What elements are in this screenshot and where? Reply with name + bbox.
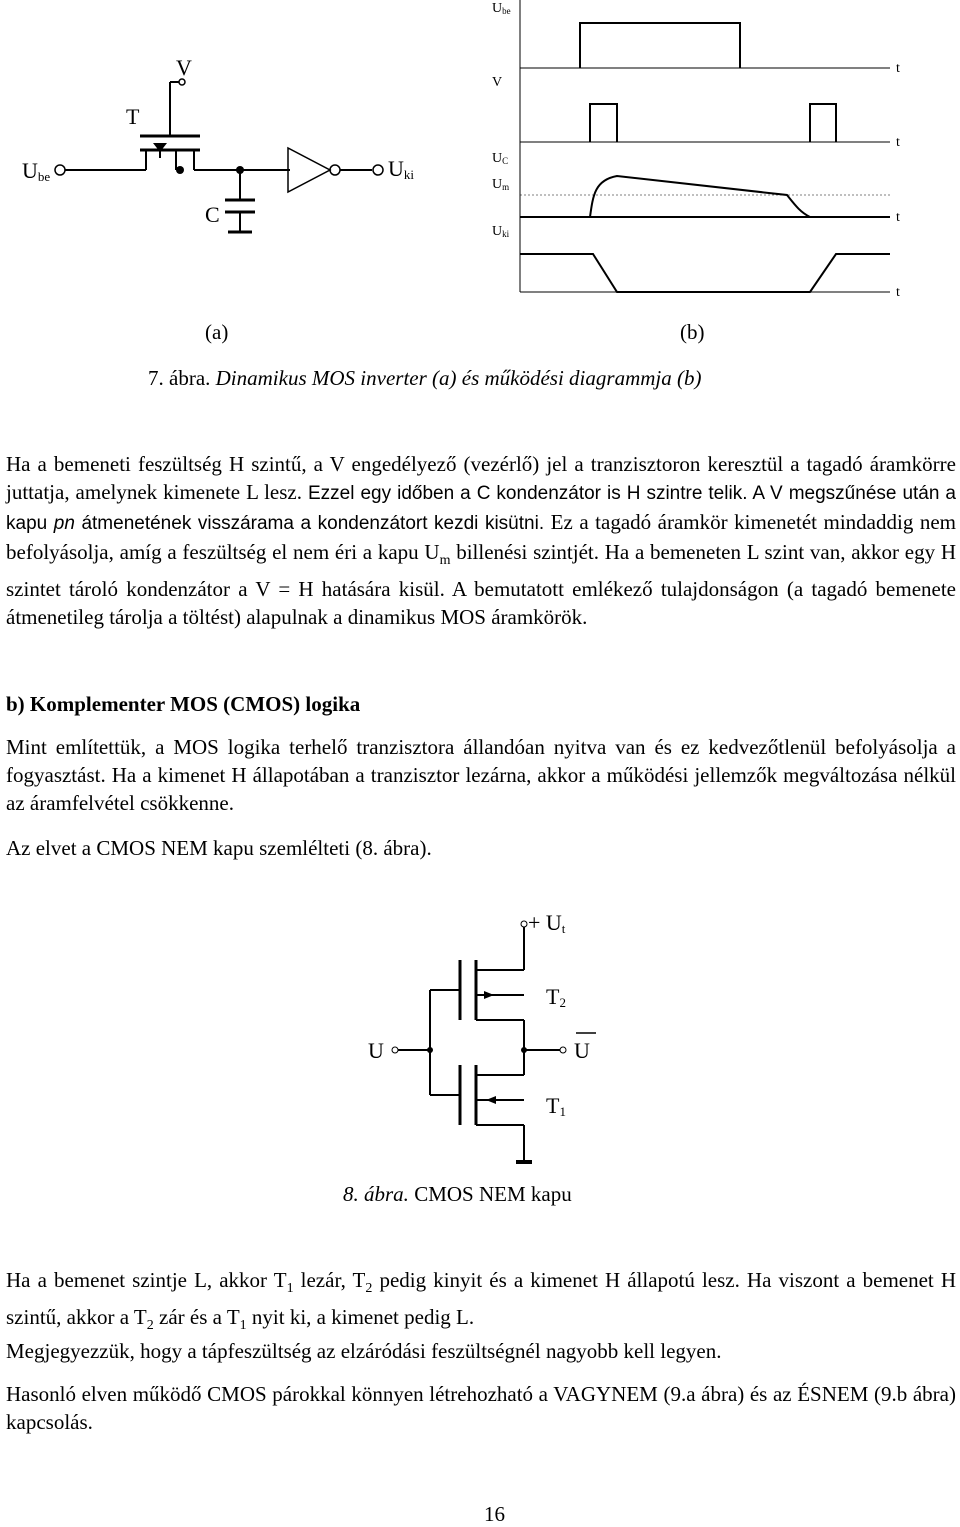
time-axis-label-4: t [896, 285, 900, 300]
timing-label-v: V [492, 75, 503, 90]
figure-8-cmos-not-gate [0, 900, 960, 1230]
label-v: V [176, 55, 192, 80]
paragraph-dynamic-mos: Ha a bemeneti feszültség H szintű, a V engedélyező (vezérlő) jel a tranzisztoron keresztül a tagadó áramkörre juttatja, amelynek kimenete L lesz. Ezzel egy időben a C kondenzátor is H szintre telik. A V megszűnése után a kapu pn átmenetének visszárama a kondenzátort kezdi kisütni. Ez a tagadó áramkör kimenetét mindaddig nem befolyásolja, amíg a feszültség el nem éri a kapu $U_m$ billenési szintjét. Ha a bemeneten L szint van, akkor egy H szintet tároló kondenzátor a V = H hatására kisül. A bemutatott emlékező tulajdonságon (a tagadó bemenete átmenetileg tárolja a töltést) alapulnak a dinamikus MOS áramkörök. [6, 452, 957, 630]
paragraph-mos-load: Mint említettük, a MOS logika terhelő tranzisztora állandóan nyitva van és ez kedvezőtlenül befolyásolja a fogyasztást. Ha a kimenet H állapotában a tranzisztor lezárna, akkor a működési jellemzők megváltozása nélkül az áramfelvétel csökkenne. [6, 735, 956, 815]
time-axis-label-3: t [896, 210, 900, 225]
label-u-be-left: Ube [22, 158, 51, 184]
subfigure-label-a: (a) [205, 320, 229, 344]
timing-label-u-be: Ube [492, 1, 511, 16]
label-t1: T1 [546, 1093, 566, 1119]
figure-8-caption: 8. ábra. CMOS NEM kapu [343, 1182, 572, 1206]
label-c: C [205, 202, 220, 227]
label-t: T [126, 104, 140, 129]
label-supply: + Ut [528, 910, 566, 936]
timing-label-u-c: UC [492, 151, 509, 166]
paragraph-cmos-intro: Az elvet a CMOS NEM kapu szemlélteti (8. ábra). [6, 836, 432, 860]
timing-label-u-m: Um [492, 177, 510, 192]
paragraph-supply-note: Megjegyezzük, hogy a tápfeszültség az elzáródási feszültségnél nagyobb kell legyen. [6, 1339, 722, 1363]
timing-label-u-ki: Uki [492, 224, 510, 239]
paragraph-cmos-nor-nand: Hasonló elven működő CMOS párokkal könnyen létrehozható a VAGYNEM (9.a ábra) és az ÉSNEM (9.b ábra) kapcsolás. [6, 1382, 956, 1434]
paragraph-cmos-operation: Ha a bemenet szintje L, akkor $T_1$ lezár, $T_2$ pedig kinyit és a kimenet H állapotú lesz. Ha viszont a bemenet H szintű, akkor a $T_2$ zár és a $T_1$ nyit ki, a kimenet pedig L. [6, 1268, 956, 1334]
label-u-ki-left: Uki [388, 156, 415, 182]
section-heading-cmos: b) Komplementer MOS (CMOS) logika [6, 692, 361, 716]
page-number: 16 [484, 1502, 505, 1526]
figure-7-caption: 7. ábra. Dinamikus MOS inverter (a) és működési diagrammja (b) [148, 366, 702, 390]
figure-7b-timing-diagram [0, 0, 960, 330]
time-axis-label-1: t [896, 61, 900, 76]
subfigure-label-b: (b) [680, 320, 705, 344]
label-t2: T2 [546, 984, 566, 1010]
label-input-u: U [368, 1038, 384, 1063]
label-output-u-bar: U [574, 1038, 590, 1063]
time-axis-label-2: t [896, 135, 900, 150]
